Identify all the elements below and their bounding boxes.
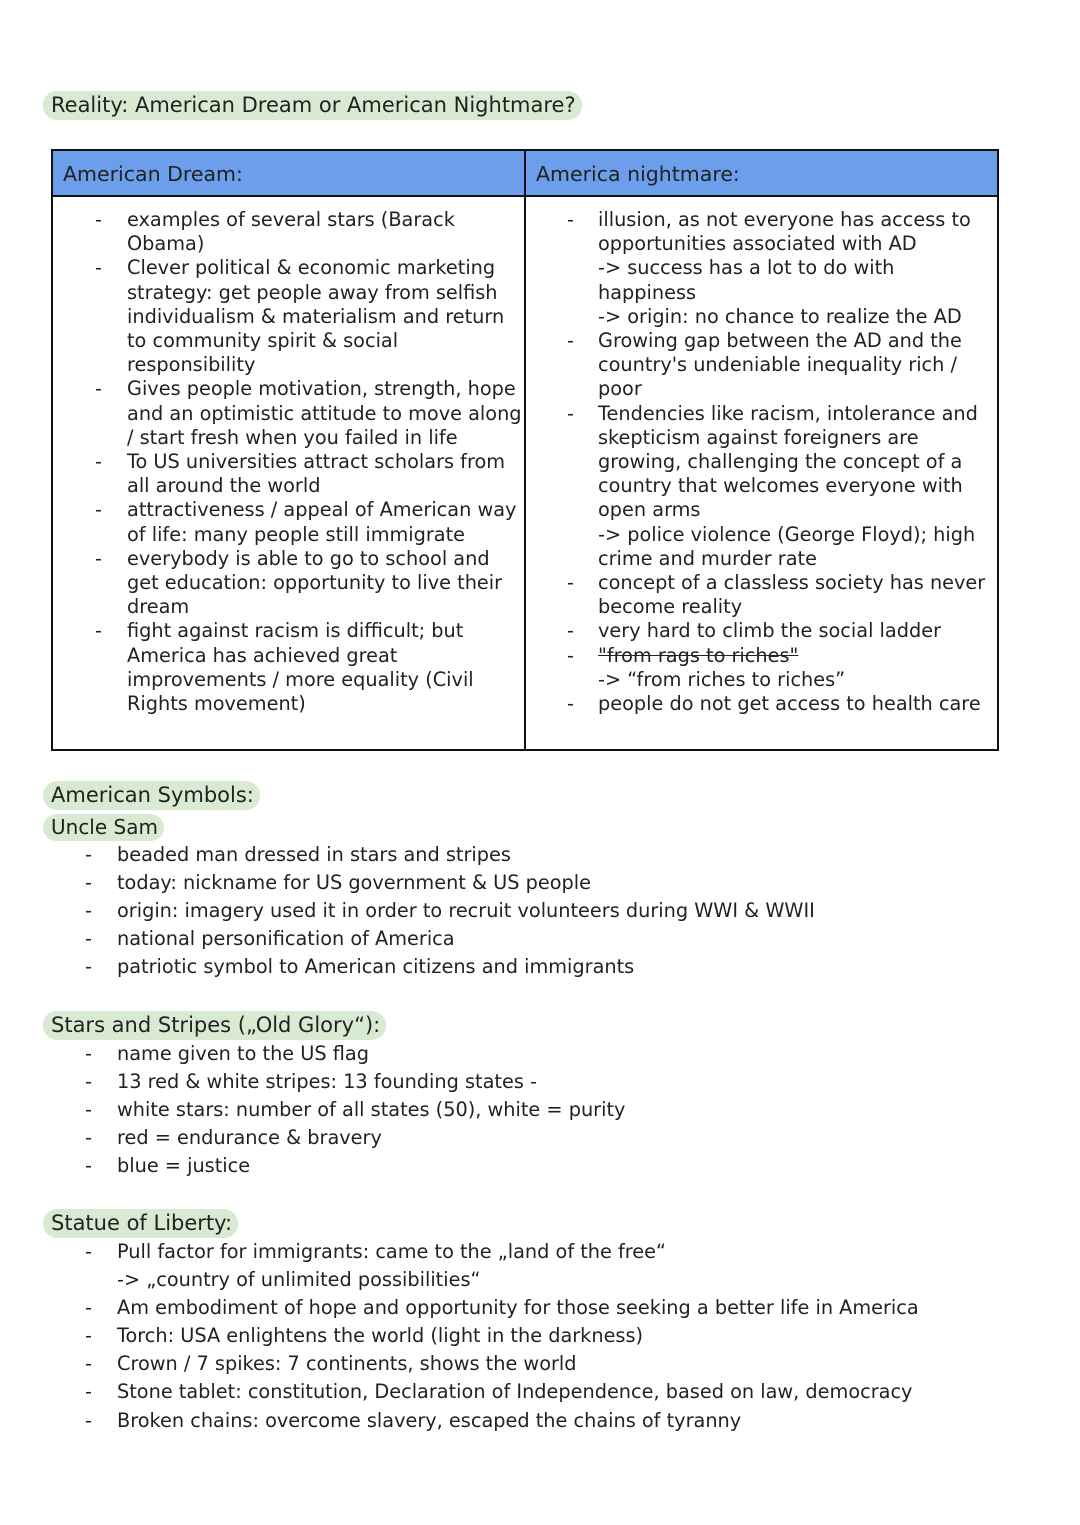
uncle-sam-title <box>43 814 815 841</box>
symbols-title-text: American Symbols: <box>43 781 260 810</box>
list-item: - Clever political & economic marketing strategy: get people away from selfish individualism & materialism and return to community spirit & social responsibility <box>53 256 524 377</box>
list-subitem: -> “from riches to riches” <box>598 667 846 691</box>
uncle-sam-list <box>43 841 815 981</box>
list-item: - everybody is able to go to school and get education: opportunity to live their dream <box>53 547 524 620</box>
list-item: - white stars: number of all states (50), white = purity <box>43 1096 625 1124</box>
liberty-list <box>43 1238 919 1435</box>
list-subitem: -> police violence (George Floyd); high crime and murder rate <box>598 522 976 570</box>
liberty-section <box>43 1209 919 1435</box>
list-item: - illusion, as not everyone has access to opportunities associated with AD <box>526 208 997 256</box>
list-item: - fight against racism is difficult; but America has achieved great improvements / more equality (Civil Rights movement) <box>53 619 524 716</box>
table-header-row <box>53 151 997 197</box>
dream-column <box>53 197 526 749</box>
list-item: - Pull factor for immigrants: came to the „land of the free“ <box>43 1238 919 1266</box>
list-item: - Tendencies like racism, intolerance and skepticism against foreigners are growing, challenging the concept of a country that welcomes everyone with open arms <box>526 402 997 523</box>
stars-stripes-title <box>43 1011 625 1040</box>
symbols-title <box>43 781 815 810</box>
list-item: - people do not get access to health care <box>526 692 997 716</box>
nightmare-column <box>526 197 997 749</box>
list-item: - 13 red & white stripes: 13 founding states - <box>43 1068 625 1096</box>
comparison-table <box>51 149 999 751</box>
dream-column-header: American Dream: <box>53 151 526 195</box>
uncle-sam-title-text: Uncle Sam <box>43 814 164 841</box>
list-item: - Stone tablet: constitution, Declaration of Independence, based on law, democracy <box>43 1378 919 1406</box>
page-heading <box>43 91 582 120</box>
list-item-struck: - "from rags to riches" <box>526 644 997 668</box>
list-item: - name given to the US flag <box>43 1040 625 1068</box>
list-item: - red = endurance & bravery <box>43 1124 625 1152</box>
list-subitem: -> success has a lot to do with happiness <box>598 256 895 304</box>
page-heading-text: Reality: American Dream or American Nightmare? <box>43 91 582 120</box>
dream-list <box>53 208 524 716</box>
liberty-title <box>43 1209 919 1238</box>
table-body-row <box>53 197 997 749</box>
list-item: - beaded man dressed in stars and stripes <box>43 841 815 869</box>
nightmare-column-header: America nightmare: <box>536 162 740 186</box>
list-item: - origin: imagery used it in order to recruit volunteers during WWI & WWII <box>43 897 815 925</box>
stars-stripes-list <box>43 1040 625 1180</box>
list-item: - Am embodiment of hope and opportunity for those seeking a better life in America <box>43 1294 919 1322</box>
list-item: - Growing gap between the AD and the country's undeniable inequality rich / poor <box>526 329 997 402</box>
list-item: - To US universities attract scholars from all around the world <box>53 450 524 498</box>
nightmare-list <box>526 208 997 716</box>
liberty-title-text: Statue of Liberty: <box>43 1209 238 1238</box>
stars-stripes-section <box>43 1011 625 1180</box>
list-item: - patriotic symbol to American citizens and immigrants <box>43 953 815 981</box>
list-item: - Broken chains: overcome slavery, escaped the chains of tyranny <box>43 1407 919 1435</box>
list-item: - very hard to climb the social ladder <box>526 619 997 643</box>
list-item: - attractiveness / appeal of American way of life: many people still immigrate <box>53 498 524 546</box>
list-subitem: -> origin: no chance to realize the AD <box>598 304 962 328</box>
list-item: - examples of several stars (Barack Obama) <box>53 208 524 256</box>
list-item: - concept of a classless society has never become reality <box>526 571 997 619</box>
list-item: - Crown / 7 spikes: 7 continents, shows the world <box>43 1350 919 1378</box>
list-item: - national personification of America <box>43 925 815 953</box>
list-item: - today: nickname for US government & US people <box>43 869 815 897</box>
symbols-section <box>43 781 815 981</box>
list-item: - blue = justice <box>43 1152 625 1180</box>
list-subitem: -> „country of unlimited possibilities“ <box>117 1268 481 1292</box>
list-item: - Torch: USA enlightens the world (light in the darkness) <box>43 1322 919 1350</box>
stars-stripes-title-text: Stars and Stripes („Old Glory“): <box>43 1011 386 1040</box>
list-item: - Gives people motivation, strength, hope and an optimistic attitude to move along / start fresh when you failed in life <box>53 377 524 450</box>
